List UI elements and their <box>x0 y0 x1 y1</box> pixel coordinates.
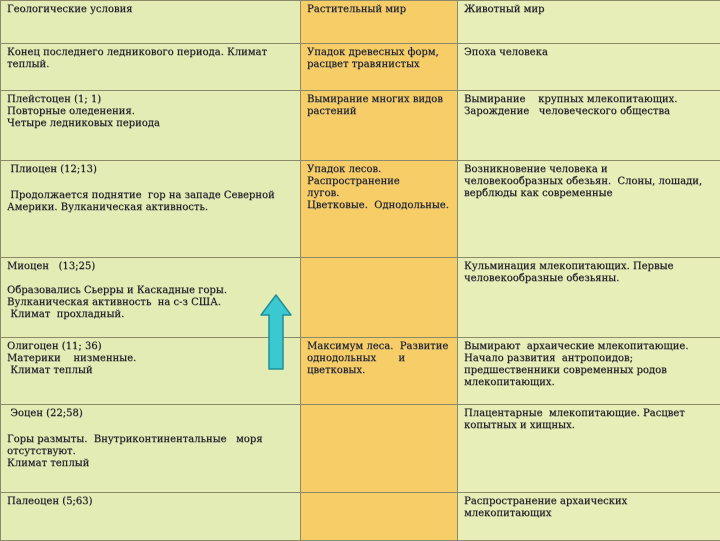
header-geology: Геологические условия <box>1 1 301 44</box>
header-row <box>1 1 720 44</box>
table-row <box>1 405 720 493</box>
geology-cell: Эоцен (22;58) Горы размыты. Внутриконтинентальные моря отсутствуют. Климат теплый <box>1 405 301 493</box>
animals-cell: Распространение архаических млекопитающих <box>458 493 720 541</box>
geology-cell: Плейстоцен (1; 1) Повторные оледенения. Четыре ледниковых периода <box>1 91 301 161</box>
plants-cell: Максимум леса. Развитие однодольных и цветковых. <box>301 338 458 405</box>
animals-cell: Плацентарные млекопитающие. Расцвет копытных и хищных. <box>458 405 720 493</box>
header-animals: Животный мир <box>458 1 720 44</box>
table-row <box>1 44 720 91</box>
header-plants: Растительный мир <box>301 1 458 44</box>
up-arrow-icon <box>259 293 293 371</box>
table-row <box>1 493 720 541</box>
geology-cell: Палеоцен (5;63) <box>1 493 301 541</box>
plants-cell <box>301 493 458 541</box>
geology-cell: Олигоцен (11; 36) Материки низменные. Климат теплый <box>1 338 301 405</box>
table-row <box>1 91 720 161</box>
animals-cell: Вымирают архаические млекопитающие. Начало развития антропоидов; предшественники современных родов млекопитающих. <box>458 338 720 405</box>
geology-cell: Плиоцен (12;13) Продолжается поднятие гор на западе Северной Америки. Вулканическая активность. <box>1 161 301 258</box>
table-row <box>1 258 720 338</box>
geology-cell: Миоцен (13;25) Образовались Сьерры и Каскадные горы. Вулканическая активность на с-з США. Климат прохладный. <box>1 258 301 338</box>
animals-cell: Эпоха человека <box>458 44 720 91</box>
plants-cell <box>301 258 458 338</box>
animals-cell: Кульминация млекопитающих. Первые человекообразные обезьяны. <box>458 258 720 338</box>
plants-cell: Упадок лесов. Распространение лугов. Цветковые. Однодольные. <box>301 161 458 258</box>
plants-cell: Вымирание многих видов растений <box>301 91 458 161</box>
table-row <box>1 161 720 258</box>
table-row <box>1 338 720 405</box>
plants-cell: Упадок древесных форм, расцвет травянистых <box>301 44 458 91</box>
plants-cell <box>301 405 458 493</box>
geology-cell: Конец последнего ледникового периода. Климат теплый. <box>1 44 301 91</box>
animals-cell: Возникновение человека и человекообразных обезьян. Слоны, лошади, верблюды как современные <box>458 161 720 258</box>
animals-cell: Вымирание крупных млекопитающих. Зарождение человеческого общества <box>458 91 720 161</box>
